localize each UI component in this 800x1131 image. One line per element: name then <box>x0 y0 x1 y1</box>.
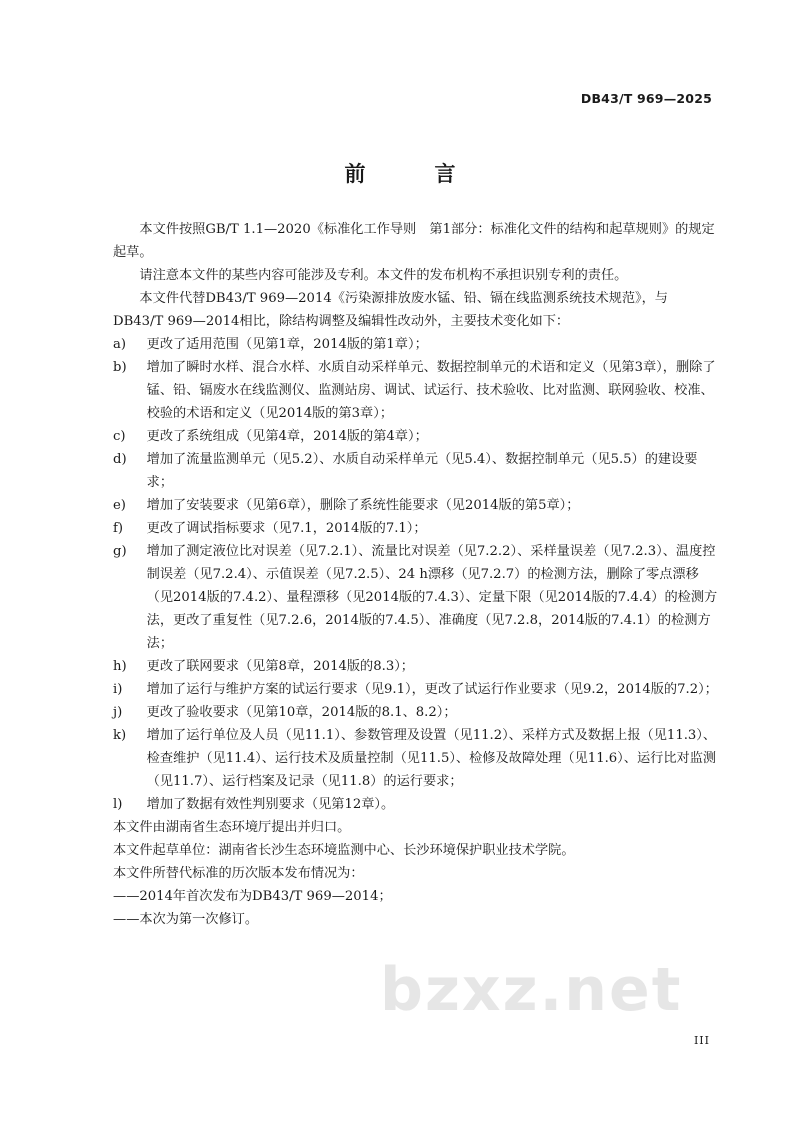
list-item <box>113 724 718 793</box>
list-item <box>113 701 718 724</box>
intro-paragraph: 请注意本文件的某些内容可能涉及专利。本文件的发布机构不承担识别专利的责任。 <box>139 268 628 283</box>
list-item-label: i) <box>113 682 123 697</box>
intro-paragraph: 本文件按照GB/T 1.1—2020《标准化工作导则 第1部分：标准化文件的结构和起草规则》的规定起草。 <box>113 222 715 260</box>
list-item-text: 更改了适用范围（见第1章，2014版的第1章）； <box>146 337 428 352</box>
list-item-text: 更改了验收要求（见第10章，2014版的8.1、8.2）； <box>146 705 457 720</box>
document-code: DB43/T 969—2025 <box>580 91 712 106</box>
list-item-text: 增加了数据有效性判别要求（见第12章）。 <box>146 797 395 812</box>
foreword-body <box>113 218 718 931</box>
closing-line: 本文件由湖南省生态环境厅提出并归口。 <box>113 820 351 835</box>
list-item-text: 更改了联网要求（见第8章，2014版的8.3）； <box>146 659 414 674</box>
change-list <box>113 333 718 816</box>
list-item-text: 增加了安装要求（见第6章），删除了系统性能要求（见2014版的第5章）； <box>146 498 580 513</box>
list-item-label: b) <box>113 360 127 375</box>
list-item-label: j) <box>113 705 123 720</box>
list-item <box>113 356 718 425</box>
list-item-text: 增加了运行单位及人员（见11.1）、参数管理及设置（见11.2）、采样方式及数据上报（见11.3）、检查维护（见11.4）、运行技术及质量控制（见11.5）、检修及故障处理（见11.6）、运行比对监测（见11.7）、运行档案及记录（见11.8）的运行要求； <box>146 728 717 789</box>
list-item-label: l) <box>113 797 123 812</box>
list-item-text: 增加了测定液位比对误差（见7.2.1）、流量比对误差（见7.2.2）、采样量误差（见7.2.3）、温度控制误差（见7.2.4）、示值误差（见7.2.5）、24 h漂移（见7.2.7）的检测方法，删除了零点漂移（见2014版的7.4.2）、量程漂移（见2014版的7.4.3）、定量下限（见2014版的7.4.4）的检测方法，更改了重复性（见7.2.6，2014版的7.4.5）、准确度（见7.2.8，2014版的7.4.1）的检测方法； <box>146 544 718 651</box>
list-item-text: 增加了瞬时水样、混合水样、水质自动采样单元、数据控制单元的术语和定义（见第3章），删除了锰、铅、镉废水在线监测仪、监测站房、调试、试运行、技术验收、比对监测、联网验收、校准、校验的术语和定义（见2014版的第3章）； <box>146 360 716 421</box>
list-item-label: k) <box>113 728 127 743</box>
list-item <box>113 678 718 701</box>
list-item <box>113 425 718 448</box>
list-item-label: a) <box>113 337 127 352</box>
list-item-label: d) <box>113 452 127 467</box>
page-title: 前 言 <box>344 162 480 186</box>
list-item-text: 更改了调试指标要求（见7.1，2014版的7.1）； <box>146 521 427 536</box>
list-item-label: h) <box>113 659 127 674</box>
list-item <box>113 655 718 678</box>
list-item-label: f) <box>113 521 124 536</box>
watermark: bzxz.net <box>380 955 683 1025</box>
list-item <box>113 448 718 494</box>
list-item <box>113 793 718 816</box>
closing-line: 本文件起草单位：湖南省长沙生态环境监测中心、长沙环境保护职业技术学院。 <box>113 843 575 858</box>
closing-line: ——本次为第一次修订。 <box>113 912 259 927</box>
list-item-text: 增加了运行与维护方案的试运行要求（见9.1），更改了试运行作业要求（见9.2，2014版的7.2）； <box>146 682 718 697</box>
closing-line: ——2014年首次发布为DB43/T 969—2014； <box>113 889 392 904</box>
list-item-text: 更改了系统组成（见第4章，2014版的第4章）； <box>146 429 428 444</box>
list-item-label: g) <box>113 544 127 559</box>
page-number: III <box>693 1034 710 1047</box>
list-item-text: 增加了流量监测单元（见5.2）、水质自动采样单元（见5.4）、数据控制单元（见5.5）的建设要求； <box>146 452 698 490</box>
list-item-label: c) <box>113 429 126 444</box>
list-item <box>113 540 718 655</box>
intro-paragraph: 本文件代替DB43/T 969—2014《污染源排放废水锰、铅、镉在线监测系统技术规范》，与DB43/T 969—2014相比，除结构调整及编辑性改动外，主要技术变化如下： <box>113 291 668 329</box>
list-item <box>113 517 718 540</box>
list-item <box>113 494 718 517</box>
closing-line: 本文件所替代标准的历次版本发布情况为： <box>113 866 364 881</box>
list-item-label: e) <box>113 498 126 513</box>
list-item <box>113 333 718 356</box>
